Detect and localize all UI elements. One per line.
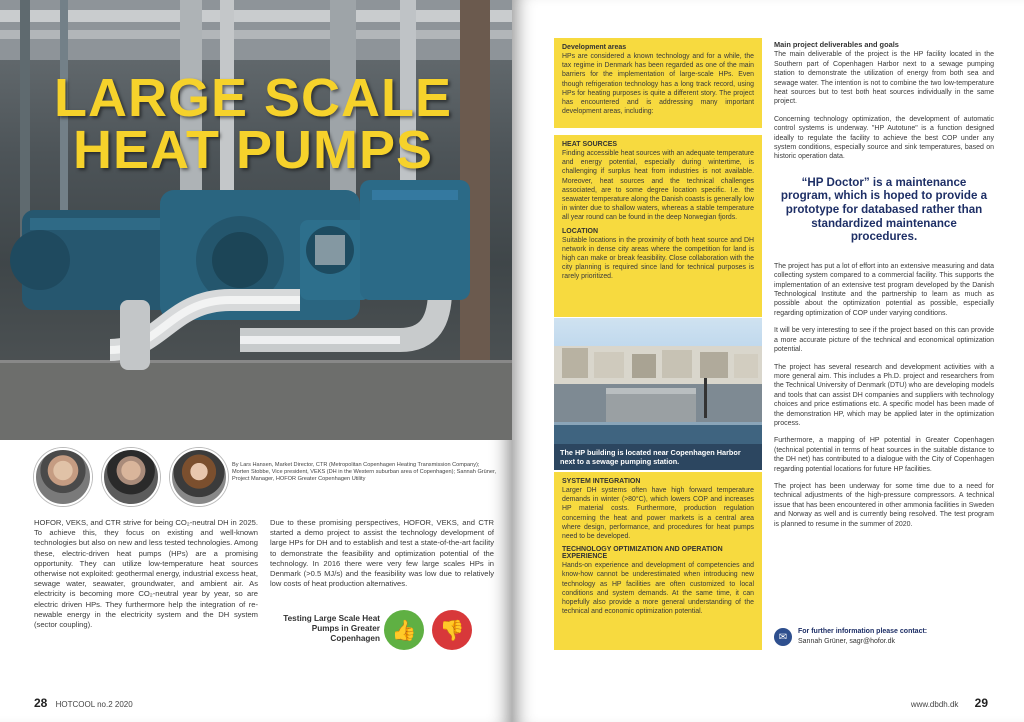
avatar-morten-stobbe xyxy=(102,448,160,506)
hero-title xyxy=(28,68,478,180)
harbor-photo xyxy=(554,318,762,470)
page-number-left: 28 xyxy=(34,696,48,710)
location-heading: LOCATION xyxy=(562,227,599,235)
thumbs-up-button[interactable] xyxy=(384,610,424,650)
page-number-right: 29 xyxy=(974,696,988,710)
development-heading: Development areas xyxy=(562,44,627,51)
footer-left xyxy=(34,696,133,710)
deliverables-heading: Main project deliverables and goals xyxy=(774,40,899,49)
system-integration-box xyxy=(554,472,762,650)
avatar-lars-hansen xyxy=(34,448,92,506)
thumbs-up-icon: 👍 xyxy=(391,619,417,642)
paragraph-6: Furthermore, a mapping of HP potential in Greater Copenhagen (technical potential in terms of heat sources in the suitable distance to the DH net) has contributed to a dialogue with the City of Copenhagen regarding potential locations for future HP facilities. xyxy=(774,437,994,473)
photo-caption: The HP building is located near Copenhagen Harbor next to a sewage pumping station. xyxy=(554,444,762,470)
system-integration-text: Larger DH systems often have high forward temperature demands in winter (>80°C), which lowers COP and increases HP material costs. Furthermore, production regulation concerning the heat and power markets is a central area where design, performance, and procedures for heat pumps need to be developed. xyxy=(562,487,754,541)
pull-quote: “HP Doctor” is a maintenance program, which is hoped to provide a prototype for databased rather than standardized maintenance procedures. xyxy=(780,175,988,244)
footer-right xyxy=(911,696,988,710)
mail-icon: ✉ xyxy=(774,628,792,646)
contact-email[interactable]: Sannah Grüner, sagr@hofor.dk xyxy=(798,638,895,645)
paragraph-5: The project has several research and development activities with a more general aim. This includes a Ph.D. project and researchers from the Technical University of Denmark (DTU) who are developing models and tools that can assist DH companies and suppliers with technology choices and price estimations etc. A specific model has been made of the demonstration HP, which may be applied later in the optimization process. xyxy=(774,363,994,427)
location-text: Suitable locations in the proximity of both heat source and DH network in dense city areas where the competition for land is high can make or break feasibility. Close collaboration with the city planning is required since land for technical purposes is rarely prioritized. xyxy=(562,236,754,281)
authors-block xyxy=(34,448,497,510)
thumbs-down-icon: 👎 xyxy=(439,619,465,642)
authors-credit: By Lars Hansen, Market Director, CTR (Metropolitan Copenhagen Heating Transmission Company); Morten Stobbe, Vice president, VEKS (DH in the Western suburban area of Copenhagen); Sannah Grüner, Project Manager, HOFOR Greater Copenhagen Utility xyxy=(232,462,497,483)
paragraph-7: The project has been underway for some time due to a need for technical adjustments of the high-pressure compressors. A technical issue that has been encountered in other ammonia facilities in Sweden and Norway as well and is currently being resolved. The test program is planned to resume in the summer of 2020. xyxy=(774,482,994,528)
intro-column-2: Due to these promising perspectives, HOFOR, VEKS, and CTR started a demo project to assist the technology development of large HPs for DH and to establish and test a state-of-the-art facility to demonstrate the feasibility and optimization potential of the technology. In 2016 there were very few large scales HPs in Denmark (>0.5 MJ/s) and the feasibility was low due to relatively low costs of heat production alternatives. xyxy=(270,518,494,589)
contact-block xyxy=(774,626,994,652)
avatar-sannah-gruner xyxy=(170,448,228,506)
thumbs-down-button[interactable] xyxy=(432,610,472,650)
vote-label: Testing Large Scale Heat Pumps in Greater Copenhagen xyxy=(283,614,380,643)
hero-title-line-2: HEAT PUMPS xyxy=(72,120,434,180)
right-page xyxy=(512,0,1024,722)
main-text-column xyxy=(774,40,994,537)
intro-column-1: HOFOR, VEKS, and CTR strive for being CO₂-neutral DH in 2025. To achieve this, they focus on existing and well-known technologies but also on new and less tested technologies. Among these, electric-driven heat pumps (HPs) are a promising opportunity. They can utilize low-temperature heat sources otherwise not exploited: geothermal energy, industrial excess heat, sewage water, seawater, groundwater, and ambient air. As electricity is becoming more CO₂-neutral year by year, so are electric driven HPs. They furthermore help the integration of re-newable energy in the electricity system and the DH system (sector coupling). xyxy=(34,518,259,630)
hero-photo xyxy=(0,0,512,440)
development-text: HPs are considered a known technology and for a while, the tax regime in Denmark has been regarded as one of the main barriers for the implementation of large-scale HPs. Even though refrigeration technology has a long track record, using HPs for heating purposes is quite a different story. The project has encountered and is addressing many important development areas, including: xyxy=(562,53,754,116)
tech-optimization-heading: TECHNOLOGY OPTIMIZATION AND OPERATION EXPERIENCE xyxy=(562,546,723,561)
paragraph-4: It will be very interesting to see if the project based on this can provide a more accurate picture of the technical and economical optimization potential. xyxy=(774,327,994,354)
paragraph-3: The project has put a lot of effort into an extensive measuring and data collecting system compared to a commercial facility. This supports the implementation of an extensive test program developed by the Danish Technological Institute and the partnership to learn as much as possible about the optimization potential as possible, especially regarding optimization of COP under varying conditions. xyxy=(774,262,994,317)
heat-pump-illustration xyxy=(0,0,512,440)
heat-sources-text: Finding accessible heat sources with an adequate temperature and energy potential, especially during wintertime, is challenging if surplus heat from industries is not available. Moreover, heat sources and the technical challenges associated, are to some degree location specific. I.e. the seawater temperature along the Danish coasts is generally low in winter due to shallow waters, whereas a stable temperature all year round can be found in the deep Norwegian fjords. xyxy=(562,150,754,222)
tech-optimization-text: Hands-on experience and development of competencies and know-how cannot be underestimated when introducing new technology as HP facilities are often customized to local conditions and system demands. At the same time, it can hopefully also provide a more general understanding of the technical and economic optimization potential. xyxy=(562,562,754,616)
system-integration-heading: SYSTEM INTEGRATION xyxy=(562,478,641,485)
heat-sources-box xyxy=(554,135,762,317)
heat-sources-heading: HEAT SOURCES xyxy=(562,141,618,148)
deliverables-p1: The main deliverable of the project is the HP facility located in the Southern part of Copenhagen Harbor next to a sewage pumping station to demonstrate the utilization of energy from both sea and sewage water. The intention is not to combine the two low-temperature heat sources but to test both heat sources individually in the same project. xyxy=(774,51,994,106)
hero-title-line-1: LARGE SCALE xyxy=(53,68,453,128)
site-url[interactable]: www.dbdh.dk xyxy=(910,700,959,709)
deliverables-p2: Concerning technology optimization, the development of automatic control systems is underway. "HP Autotune" is a function designed ideally to regulate the facility to achieve the best COP under any system conditions, especially source and sink temperatures, based on historic operation data. xyxy=(774,115,994,161)
contact-heading: For further information please contact: xyxy=(798,628,928,635)
vote-widget xyxy=(270,608,510,654)
development-areas-box xyxy=(554,38,762,128)
publication-name: HOTCOOL no.2 2020 xyxy=(55,700,133,709)
